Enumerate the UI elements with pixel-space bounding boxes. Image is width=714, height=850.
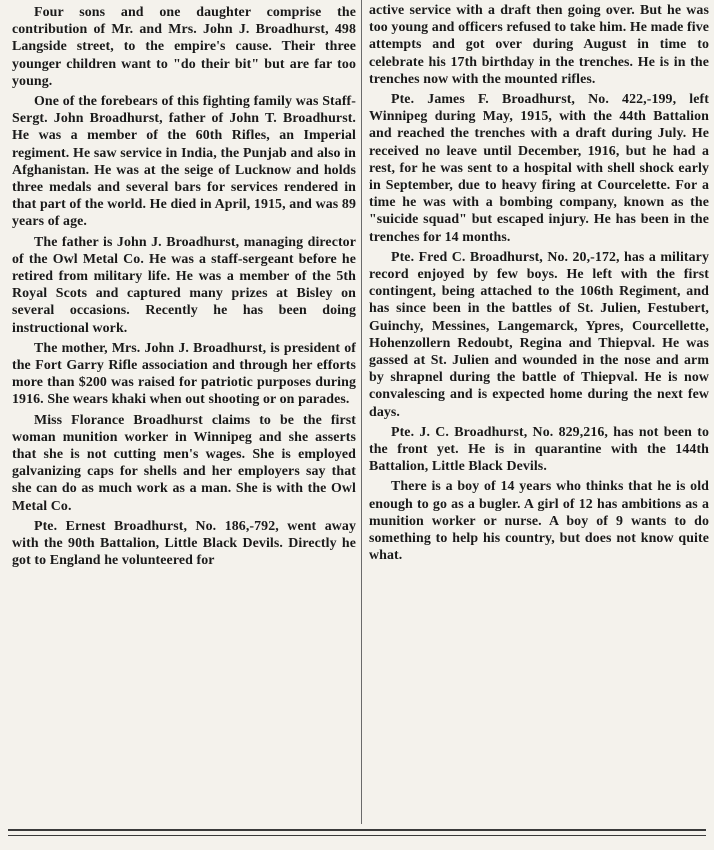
paragraph-father: The father is John J. Broadhurst, managing director of the Owl Metal Co. He was a staff-sergeant before he retired from military life. He was a member of the 5th Royal Scots and captured many prizes at Bisley on several occasions. Recently he has been doing instructional work. — [12, 234, 356, 336]
left-column — [12, 4, 356, 573]
paragraph-younger-children: There is a boy of 14 years who thinks that he is old enough to go as a bugler. A girl of 12 has ambitions as a munition worker or nurse. A boy of 9 wants to do something to help his country, but does not know quite what. — [369, 479, 709, 564]
paragraph-florance: Miss Florance Broadhurst claims to be the first woman munition worker in Winnipeg and she asserts that she is not cutting men's wages. She is employed galvanizing caps for shells and her employers say that she can do as much work as a man. She is with the Owl Metal Co. — [12, 412, 356, 514]
paragraph-jc: Pte. J. C. Broadhurst, No. 829,216, has not been to the front yet. He is in quarantine with the 144th Battalion, Little Black Devils. — [369, 424, 709, 475]
column-divider — [361, 0, 362, 824]
paragraph-intro: Four sons and one daughter comprise the contribution of Mr. and Mrs. John J. Broadhurst, 498 Langside street, to the empire's cause. Their three younger children want to "do their bit" but are far too young. — [12, 5, 356, 89]
paragraph-mother: The mother, Mrs. John J. Broadhurst, is president of the Fort Garry Rifle association and through her efforts more than $200 was raised for patriotic purposes during 1916. She wears khaki when out shooting or on parades. — [12, 340, 356, 408]
bottom-rule — [8, 829, 706, 831]
paragraph-grandfather: One of the forebears of this fighting family was Staff-Sergt. John Broadhurst, father of John T. Broadhurst. He was a member of the 60th Rifles, an Imperial regiment. He saw service in India, the Punjab and also in Afghanistan. He was at the seige of Lucknow and holds three medals and several bars for services rendered in that part of the world. He died in April, 1915, and was 89 years of age. — [12, 94, 356, 230]
paragraph-fred: Pte. Fred C. Broadhurst, No. 20,-172, has a military record enjoyed by few boys. He left with the first contingent, being attached to the 106th Regiment, and has since been in the battles of St. Julien, Festubert, Guinchy, Messines, Langemarck, Ypres, Courcellette, Hohenzollern Redoubt, Regina and Thiepval. He was gassed at St. Julien and wounded in the nose and arm by shrapnel during the battle of Thiepval. He is now convalescing and is expected home during the next few days. — [369, 249, 709, 420]
paragraph-ernest: Pte. Ernest Broadhurst, No. 186,-792, went away with the 90th Battalion, Little Black Devils. Directly he got to England he volunteered for — [12, 518, 356, 569]
paragraph-ernest-continued: active service with a draft then going over. But he was too young and officers refused to take him. He made five attempts and got over during August in time to celebrate his 17th birthday in the trenches. He is in the trenches now with the mounted rifles. — [369, 3, 709, 87]
paragraph-james: Pte. James F. Broadhurst, No. 422,-199, left Winnipeg during May, 1915, with the 44th Battalion and reached the trenches with a draft during July. He received no leave until December, 1916, but he had a rest, for he was sent to a hospital with shell shock early in September, due to heavy firing at Courcelette. For a time he was with a bombing company, known as the "suicide squad" but escaped injury. He has been in the trenches for 14 months. — [369, 92, 709, 245]
bottom-rule-thin — [8, 835, 706, 836]
right-column — [369, 2, 709, 568]
